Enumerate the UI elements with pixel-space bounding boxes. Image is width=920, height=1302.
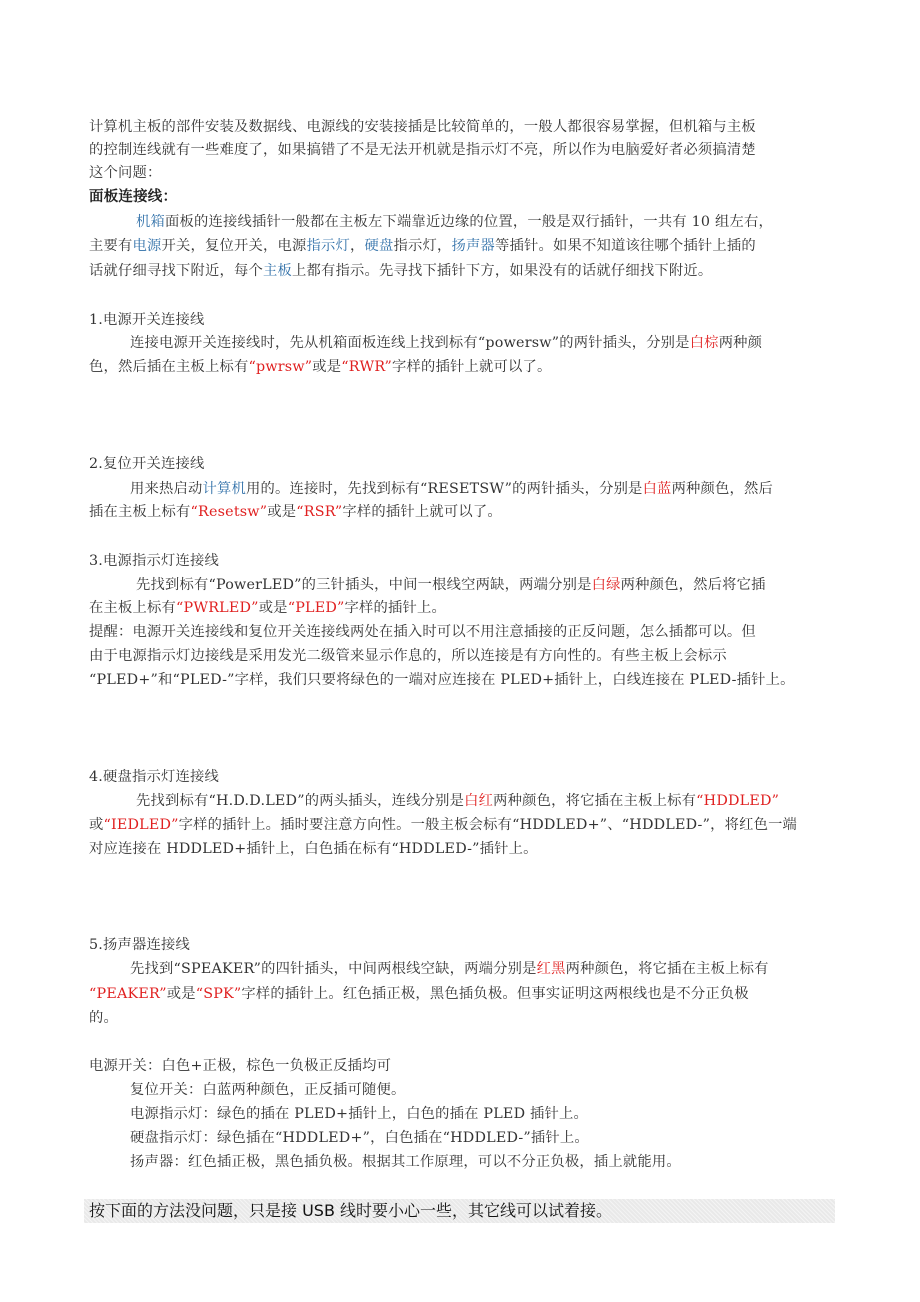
text: 字样的插针上就可以了。 (392, 359, 552, 375)
text: 或是 (166, 986, 196, 1002)
section-3-tip-2: 由于电源指示灯边接线是采用发光二级管来显示作息的，所以连接是有方向性的。有些主板上会标示 (89, 648, 727, 664)
section-4-title: 4.硬盘指示灯连接线 (89, 769, 220, 785)
text: 主要有 (89, 238, 133, 254)
text: 字样的插针上。红色插正极，黑色插负极。但事实证明这两根线也是不分正负极 (241, 986, 749, 1002)
section-3-line-2 (89, 598, 446, 618)
text: 先找到“SPEAKER”的四针插头，中间两根线空缺，两端分别是 (130, 961, 537, 977)
text: 等插针。如果不知道该往哪个插针上插的 (494, 238, 756, 254)
panel-line-3 (89, 261, 712, 281)
emphasis: “PWRLED” (175, 600, 259, 616)
emphasis: 白绿 (591, 577, 621, 593)
link-indicator[interactable]: 指示灯 (306, 238, 350, 254)
text: 插在主板上标有 (89, 504, 191, 520)
summary-power-led: 电源指示灯：绿色的插在 PLED+插针上，白色的插在 PLED 插针上。 (130, 1106, 588, 1122)
summary-reset-switch: 复位开关：白蓝两种颜色，正反插可随便。 (130, 1082, 406, 1098)
text: 色，然后插在主板上标有 (89, 359, 249, 375)
link-chassis[interactable]: 机箱 (136, 214, 165, 230)
panel-heading: 面板连接线： (89, 189, 178, 205)
text: 话就仔细寻找下附近，每个 (89, 263, 263, 279)
link-speaker[interactable]: 扬声器 (451, 238, 495, 254)
emphasis: “RSR” (296, 504, 343, 520)
summary-power-switch: 电源开关：白色+正极，棕色一负极正反插均可 (89, 1058, 392, 1074)
section-2-line-1 (130, 479, 773, 499)
link-power[interactable]: 电源 (132, 238, 162, 254)
emphasis: “Resetsw” (190, 504, 268, 520)
section-3-title: 3.电源指示灯连接线 (89, 553, 220, 569)
section-5-line-1 (130, 959, 769, 979)
section-1-title: 1.电源开关连接线 (89, 312, 205, 328)
text: 开关，复位开关，电源 (161, 238, 307, 254)
text: 或 (89, 817, 104, 833)
emphasis: 白棕 (689, 335, 719, 351)
text: 两种颜色，将它插在主板上标有 (565, 961, 769, 977)
text: 两种颜 (718, 335, 763, 351)
text: 字样的插针上。插时要注意方向性。一般主板会标有“HDDLED+”、“HDDLED-”，将红色一端 (178, 817, 798, 833)
panel-line-2 (89, 236, 756, 256)
emphasis: “HDDLED” (696, 793, 780, 809)
text: 字样的插针上。 (344, 600, 447, 616)
text: 用的。连接时，先找到标有“RESETSW”的两针插头，分别是 (245, 481, 643, 497)
text: 在主板上标有 (89, 600, 176, 616)
text: 或是 (267, 504, 297, 520)
section-3-tip-1: 提醒：电源开关连接线和复位开关连接线两处在插入时可以不用注意插接的正反问题，怎么插都可以。但 (89, 624, 756, 640)
text: 两种颜色，然后 (671, 481, 774, 497)
text: 用来热启动 (130, 481, 203, 497)
section-5-line-2 (89, 984, 749, 1004)
summary-speaker: 扬声器：红色插正极，黑色插负极。根据其工作原理，可以不分正负极，插上就能用。 (130, 1154, 681, 1170)
text: 两种颜色，将它插在主板上标有 (493, 793, 697, 809)
emphasis: “PEAKER” (89, 986, 167, 1002)
intro-line-3: 这个问题： (89, 165, 162, 181)
emphasis: “IEDLED” (103, 817, 179, 833)
text: 两种颜色，然后将它插 (620, 577, 766, 593)
summary-hdd-led: 硬盘指示灯：绿色插在“HDDLED+”，白色插在“HDDLED-”插针上。 (130, 1130, 589, 1146)
section-5-title: 5.扬声器连接线 (89, 937, 191, 953)
text: 指示灯， (393, 238, 452, 254)
text: 或是 (258, 600, 288, 616)
section-5-line-3: 的。 (89, 1010, 118, 1026)
emphasis: “PLED” (287, 600, 345, 616)
link-computer[interactable]: 计算机 (202, 481, 246, 497)
section-4-line-1 (136, 791, 779, 811)
section-3-line-1 (136, 575, 766, 595)
text: 上都有指示。先寻找下插针下方，如果没有的话就仔细找下附近。 (291, 263, 713, 279)
section-4-line-3: 对应连接在 HDDLED+插针上，白色插在标有“HDDLED-”插针上。 (89, 841, 538, 857)
emphasis: 白红 (464, 793, 494, 809)
text: 面板的连接线插针一般都在主板左下端靠近边缘的位置，一般是双行插针，一共有 10 组左右， (165, 214, 773, 230)
emphasis: “RWR” (341, 359, 393, 375)
intro-line-2: 的控制连线就有一些难度了，如果搞错了不是无法开机就是指示灯不亮，所以作为电脑爱好者必须搞清楚 (89, 142, 756, 158)
section-1-line-2 (89, 357, 552, 377)
highlight-note: 按下面的方法没问题，只是接 USB 线时要小心一些，其它线可以试着接。 (89, 1201, 613, 1220)
section-4-line-2 (89, 815, 797, 835)
text: ， (349, 238, 365, 254)
text: 先找到标有“PowerLED”的三针插头，中间一根线空两缺，两端分别是 (136, 577, 592, 593)
section-2-title: 2.复位开关连接线 (89, 456, 205, 472)
section-3-tip-3: “PLED+”和“PLED-”字样，我们只要将绿色的一端对应连接在 PLED+插针上，白线连接在 PLED-插针上。 (89, 672, 795, 688)
emphasis: “SPK” (195, 986, 242, 1002)
panel-line-1 (136, 212, 773, 232)
section-1-line-1 (130, 333, 762, 353)
text: 先找到标有“H.D.D.LED”的两头插头，连线分别是 (136, 793, 465, 809)
text: 连接电源开关连接线时，先从机箱面板连线上找到标有“powersw”的两针插头，分别是 (130, 335, 690, 351)
section-2-line-2 (89, 502, 502, 522)
text: 字样的插针上就可以了。 (342, 504, 502, 520)
emphasis: 红黑 (536, 961, 566, 977)
text: 或是 (312, 359, 342, 375)
link-hdd[interactable]: 硬盘 (364, 238, 394, 254)
emphasis: “pwrsw” (248, 359, 313, 375)
intro-line-1: 计算机主板的部件安装及数据线、电源线的安装接插是比较简单的，一般人都很容易掌握，但机箱与主板 (89, 119, 756, 135)
emphasis: 白蓝 (642, 481, 672, 497)
link-motherboard[interactable]: 主板 (262, 263, 292, 279)
